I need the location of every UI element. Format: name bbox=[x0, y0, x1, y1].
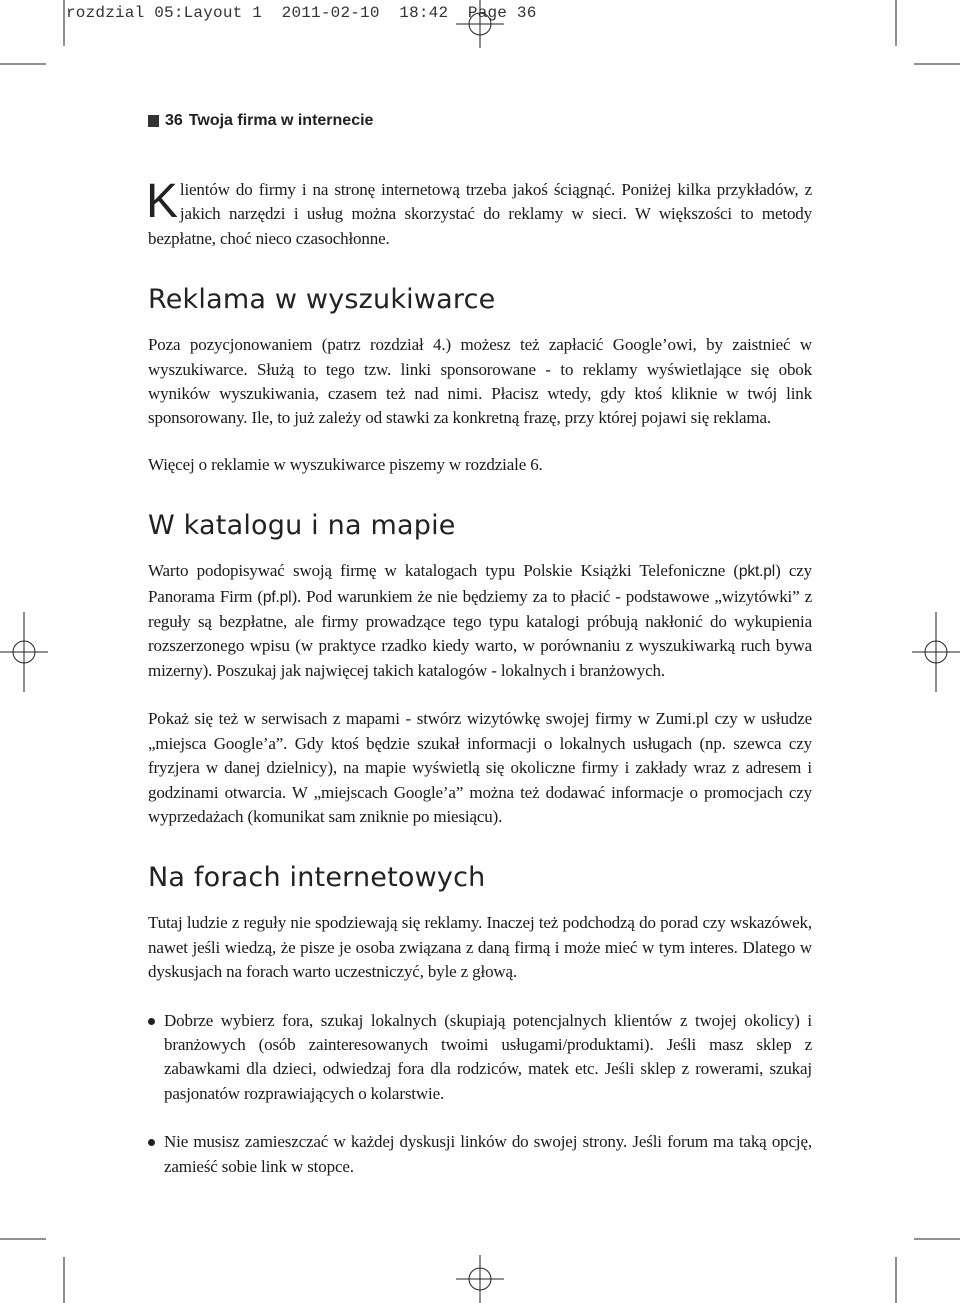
katalog-paragraph-2: Pokaż się też w serwisach z mapami - stwórz wizytówkę swojej firmy w Zumi.pl czy w usłudze „miejsca Google’a”. Gdy ktoś będzie szukał informacji o lokalnych usługach (np. szewca czy fryzjera w danej dzielnicy), na mapie wyświetlą się okoliczne firmy i zakłady wraz z adresem i godzinami otwarcia. W „miejscach Google’a” można też dodawać informacje o promocjach czy wyprzedażach (komunikat sam zniknie po miesiącu). bbox=[148, 709, 812, 826]
intro-text: lientów do firmy i na stronę internetową trzeba jakoś ściągnąć. Poniżej kilka przykładów, z jakich narzędzi i usług można skorzystać do reklamy w sieci. W większości to metody bezpłatne, choć nieco czasochłonne. bbox=[148, 180, 812, 248]
katalog-p1-part-b: ) czy Panorama Firm ( bbox=[148, 561, 812, 606]
slug-file: rozdzial 05:Layout 1 bbox=[66, 4, 263, 22]
printer-slug bbox=[66, 4, 537, 22]
list-item bbox=[148, 1130, 812, 1179]
katalog-paragraph-1 bbox=[148, 559, 812, 683]
intro-paragraph bbox=[146, 175, 812, 251]
registration-mark-left bbox=[0, 612, 48, 692]
heading-fora: Na forach internetowych bbox=[148, 862, 486, 894]
slug-time: 18:42 bbox=[399, 4, 449, 22]
heading-katalog: W katalogu i na mapie bbox=[148, 510, 456, 542]
list-item bbox=[148, 1009, 812, 1107]
slug-page: Page 36 bbox=[467, 4, 537, 22]
slug-date: 2011-02-10 bbox=[281, 4, 380, 22]
fora-bullet-list bbox=[148, 1009, 812, 1179]
page-content bbox=[146, 175, 812, 1179]
site-name-pf: pf.pl bbox=[262, 588, 292, 606]
bullet-text-2: Nie musisz zamieszczać w każdej dyskusji linków do swojej strony. Jeśli forum ma taką opcję, zamieść sobie link w stopce. bbox=[164, 1132, 812, 1176]
drop-cap: K bbox=[146, 175, 178, 228]
square-marker-icon bbox=[148, 115, 159, 127]
page-number: 36 bbox=[165, 112, 183, 129]
running-head bbox=[148, 112, 373, 130]
reklama-paragraph-1: Poza pozycjonowaniem (patrz rozdział 4.) możesz też zapłacić Google’owi, by zaistnieć w wyszukiwarce. Służą to tego tzw. linki sponsorowane - to reklamy wyświetlające się obok wyników wyszukiwania, czasem też nad nimi. Płacisz wtedy, gdy ktoś kliknie w twój link sponsorowany. Ile, to już zależy od stawki za konkretną frazę, przy której pojawi się reklama. bbox=[148, 335, 812, 428]
chapter-title: Twoja firma w internecie bbox=[188, 112, 374, 129]
fora-paragraph-1: Tutaj ludzie z reguły nie spodziewają się reklamy. Inaczej też podchodzą do porad czy wskazówek, nawet jeśli wiedzą, że pisze je osoba związana z daną firmą i może mieć w tym interes. Dlatego w dyskusjach na forach warto uczestniczyć, byle z głową. bbox=[148, 913, 812, 982]
site-name-pkt: pkt.pl bbox=[738, 563, 776, 581]
bullet-icon bbox=[148, 1139, 155, 1146]
bullet-text-1: Dobrze wybierz fora, szukaj lokalnych (skupiają potencjalnych klientów z twojej okolicy) i branżowych (osób zainteresowanych twoimi usługami/produktami). Jeśli masz sklep z zabawkami dla dzieci, odwiedzaj fora dla rodziców, matek etc. Jeśli sklep z rowerami, szukaj pasjonatów rozprawiających o kolarstwie. bbox=[164, 1010, 812, 1103]
registration-mark-right bbox=[912, 612, 960, 692]
katalog-p1-part-c: ). Pod warunkiem że nie będziemy za to płacić - podstawowe „wizytówki” z reguły są bezpłatne, ale firmy prowadzące tego typu katalogi próbują nakłonić do wykupienia rozszerzonego wpisu (w praktyce rzadko kiedy warto, w porównaniu z wyszukiwarką ruch bywa mizerny). Poszukaj jak najwięcej takich katalogów - lokalnych i branżowych. bbox=[148, 586, 812, 680]
katalog-p1-part-a: Warto podopisywać swoją firmę w katalogach typu Polskie Książki Telefoniczne ( bbox=[148, 561, 739, 581]
reklama-paragraph-2: Więcej o reklamie w wyszukiwarce piszemy w rozdziale 6. bbox=[148, 454, 543, 474]
registration-mark-bottom bbox=[456, 1255, 504, 1303]
heading-reklama: Reklama w wyszukiwarce bbox=[148, 284, 496, 316]
bullet-icon bbox=[148, 1018, 155, 1025]
